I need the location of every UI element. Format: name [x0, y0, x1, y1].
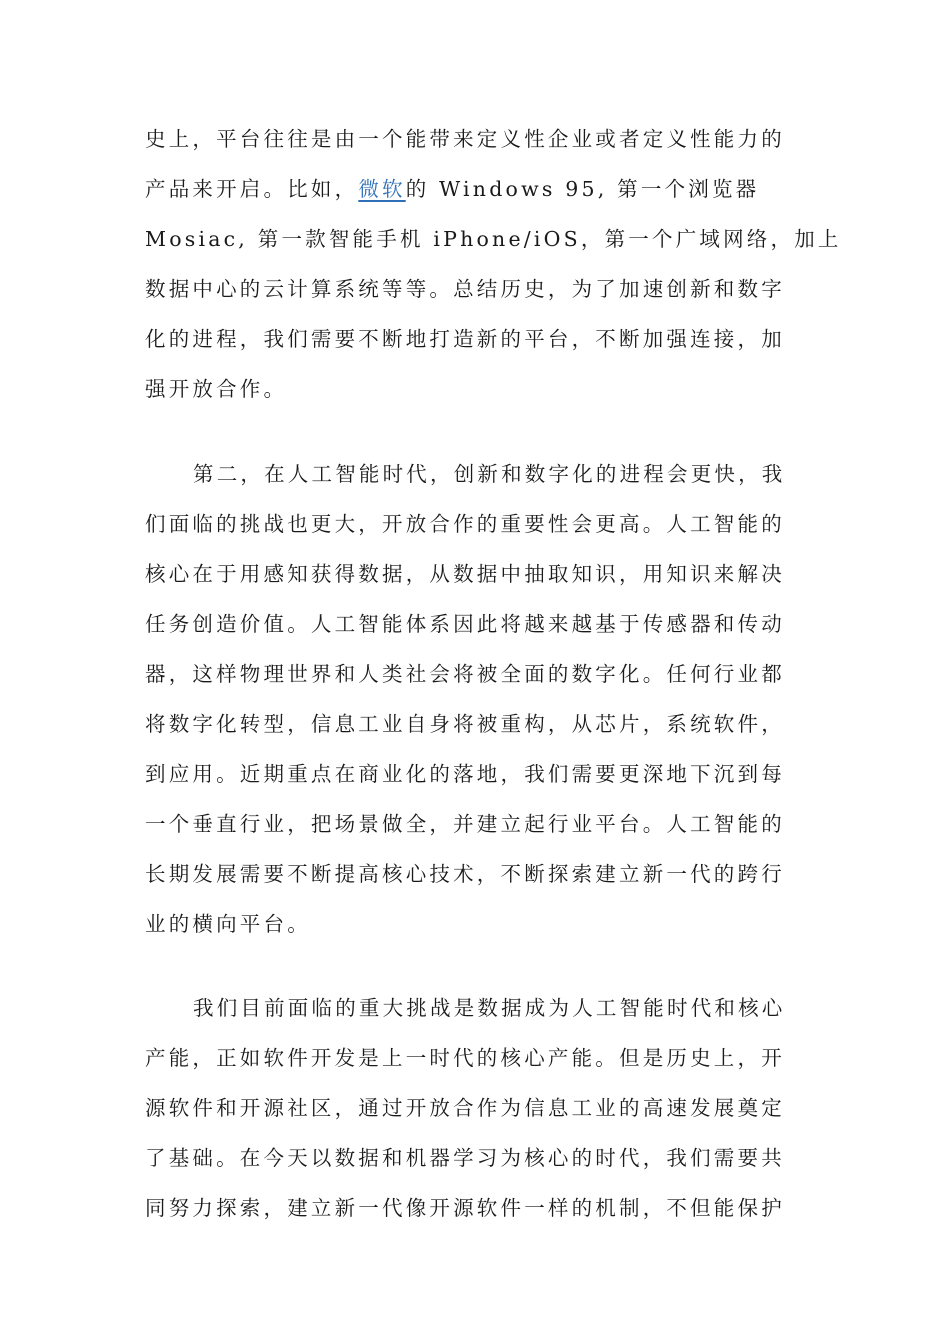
paragraph-1-line-1: 史上，平台往往是由一个能带来定义性企业或者定义性能力的 — [145, 127, 785, 151]
paragraph-2-line-6: 将数字化转型，信息工业自身将被重构，从芯片，系统软件， — [145, 712, 785, 736]
paragraph-1-line-3: Mosiac, 第一款智能手机 iPhone/iOS，第一个广域网络，加上 — [145, 227, 842, 251]
paragraph-1-line-4: 数据中心的云计算系统等等。总结历史，为了加速创新和数字 — [145, 277, 785, 301]
paragraph-3-line-2: 产能，正如软件开发是上一时代的核心产能。但是历史上，开 — [145, 1046, 785, 1070]
paragraph-3-line-1: 我们目前面临的重大挑战是数据成为人工智能时代和核心 — [193, 996, 786, 1020]
paragraph-2-line-5: 器，这样物理世界和人类社会将被全面的数字化。任何行业都 — [145, 662, 785, 686]
paragraph-2-line-10: 业的横向平台。 — [145, 912, 311, 936]
paragraph-2-line-1: 第二，在人工智能时代，创新和数字化的进程会更快，我 — [193, 462, 786, 486]
microsoft-link[interactable]: 微软 — [358, 177, 406, 201]
paragraph-3-line-4: 了基础。在今天以数据和机器学习为核心的时代，我们需要共 — [145, 1146, 785, 1170]
paragraph-2-line-2: 们面临的挑战也更大，开放合作的重要性会更高。人工智能的 — [145, 512, 785, 536]
paragraph-1-line-2-end: 的 Windows 95, 第一个浏览器 — [405, 177, 760, 201]
paragraph-1-line-2-start: 产品来开启。比如， — [145, 177, 359, 201]
paragraph-2-line-4: 任务创造价值。人工智能体系因此将越来越基于传感器和传动 — [145, 612, 785, 636]
paragraph-2-line-8: 一个垂直行业，把场景做全，并建立起行业平台。人工智能的 — [145, 812, 785, 836]
paragraph-1-line-2 — [145, 175, 759, 203]
paragraph-1-line-5: 化的进程，我们需要不断地打造新的平台，不断加强连接，加 — [145, 327, 785, 351]
paragraph-3-line-5: 同努力探索，建立新一代像开源软件一样的机制，不但能保护 — [145, 1196, 785, 1220]
paragraph-2-line-3: 核心在于用感知获得数据，从数据中抽取知识，用知识来解决 — [145, 562, 785, 586]
paragraph-2-line-7: 到应用。近期重点在商业化的落地，我们需要更深地下沉到每 — [145, 762, 785, 786]
paragraph-1-line-6: 强开放合作。 — [145, 377, 288, 401]
paragraph-3-line-3: 源软件和开源社区，通过开放合作为信息工业的高速发展奠定 — [145, 1096, 785, 1120]
paragraph-2-line-9: 长期发展需要不断提高核心技术，不断探索建立新一代的跨行 — [145, 862, 785, 886]
